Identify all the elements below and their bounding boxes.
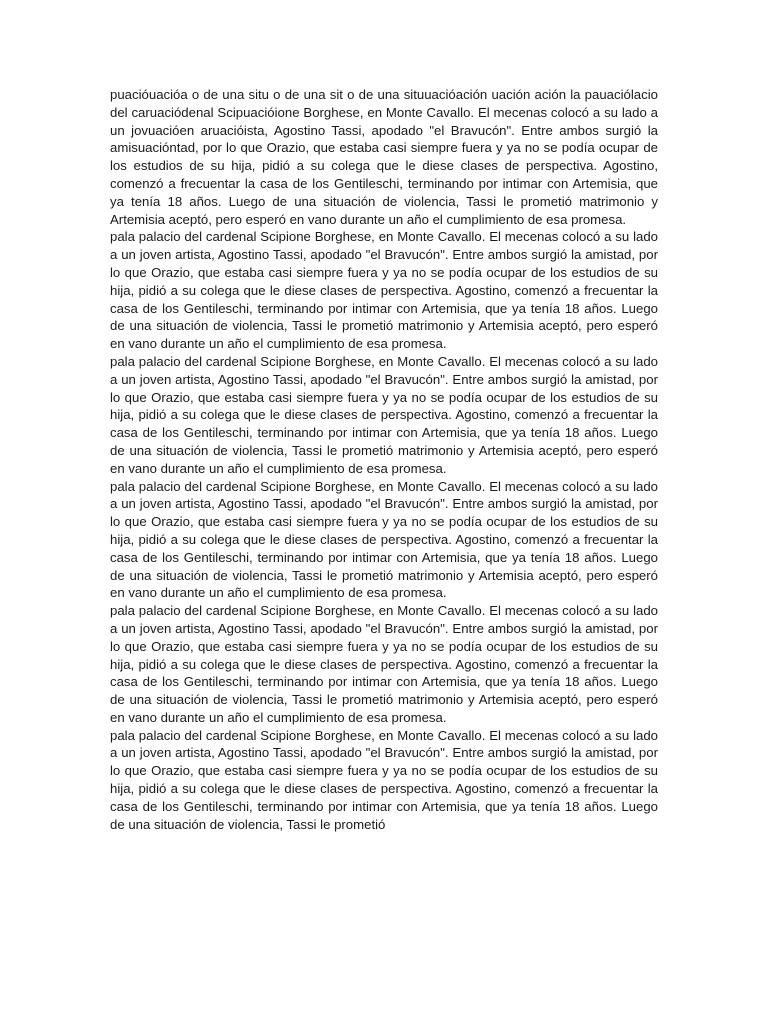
paragraph-6: pala palacio del cardenal Scipione Borghese, en Monte Cavallo. El mecenas colocó a su lado a un joven artista, Agostino Tassi, apodado "el Bravucón". Entre ambos surgió la amistad, por lo que Orazio, que estaba casi siempre fuera y ya no se podía ocupar de los estudios de su hija, pidió a su colega que le diese clases de perspectiva. Agostino, comenzó a frecuentar la casa de los Gentileschi, terminando por intimar con Artemisia, que ya tenía 18 años. Luego de una situación de violencia, Tassi le prometió bbox=[110, 727, 658, 832]
paragraph-4: pala palacio del cardenal Scipione Borghese, en Monte Cavallo. El mecenas colocó a su lado a un joven artista, Agostino Tassi, apodado "el Bravucón". Entre ambos surgió la amistad, por lo que Orazio, que estaba casi siempre fuera y ya no se podía ocupar de los estudios de su hija, pidió a su colega que le diese clases de perspectiva. Agostino, comenzó a frecuentar la casa de los Gentileschi, terminando por intimar con Artemisia, que ya tenía 18 años. Luego de una situación de violencia, Tassi le prometió matrimonio y Artemisia aceptó, pero esperó en vano durante un año el cumplimiento de esa promesa. bbox=[110, 478, 658, 601]
document-body bbox=[110, 86, 658, 833]
paragraph-2: pala palacio del cardenal Scipione Borghese, en Monte Cavallo. El mecenas colocó a su lado a un joven artista, Agostino Tassi, apodado "el Bravucón". Entre ambos surgió la amistad, por lo que Orazio, que estaba casi siempre fuera y ya no se podía ocupar de los estudios de su hija, pidió a su colega que le diese clases de perspectiva. Agostino, comenzó a frecuentar la casa de los Gentileschi, terminando por intimar con Artemisia, que ya tenía 18 años. Luego de una situación de violencia, Tassi le prometió matrimonio y Artemisia aceptó, pero esperó en vano durante un año el cumplimiento de esa promesa. bbox=[110, 229, 658, 352]
paragraph-5: pala palacio del cardenal Scipione Borghese, en Monte Cavallo. El mecenas colocó a su lado a un joven artista, Agostino Tassi, apodado "el Bravucón". Entre ambos surgió la amistad, por lo que Orazio, que estaba casi siempre fuera y ya no se podía ocupar de los estudios de su hija, pidió a su colega que le diese clases de perspectiva. Agostino, comenzó a frecuentar la casa de los Gentileschi, terminando por intimar con Artemisia, que ya tenía 18 años. Luego de una situación de violencia, Tassi le prometió matrimonio y Artemisia aceptó, pero esperó en vano durante un año el cumplimiento de esa promesa. bbox=[110, 603, 658, 725]
paragraph-1: puacióuacióa o de una situ o de una sit o de una situuacióación uación ación la pauaciólacio del caruaciódenal Scipuacióione Borghese, en Monte Cavallo. El mecenas colocó a su lado a un jovuacióen aruacióista, Agostino Tassi, apodado "el Bravucón". Entre ambos surgió la amisuacióntad, por lo que Orazio, que estaba casi siempre fuera y ya no se podía ocupar de los estudios de su hija, pidió a su colega que le diese clases de perspectiva. Agostino, comenzó a frecuentar la casa de los Gentileschi, terminando por intimar con Artemisia, que ya tenía 18 años. Luego de una situación de violencia, Tassi le prometió matrimonio y Artemisia aceptó, pero esperó en vano durante un año el cumplimiento de esa promesa. bbox=[110, 87, 658, 227]
paragraph-3: pala palacio del cardenal Scipione Borghese, en Monte Cavallo. El mecenas colocó a su lado a un joven artista, Agostino Tassi, apodado "el Bravucón". Entre ambos surgió la amistad, por lo que Orazio, que estaba casi siempre fuera y ya no se podía ocupar de los estudios de su hija, pidió a su colega que le diese clases de perspectiva. Agostino, comenzó a frecuentar la casa de los Gentileschi, terminando por intimar con Artemisia, que ya tenía 18 años. Luego de una situación de violencia, Tassi le prometió matrimonio y Artemisia aceptó, pero esperó en vano durante un año el cumplimiento de esa promesa. bbox=[110, 353, 658, 476]
